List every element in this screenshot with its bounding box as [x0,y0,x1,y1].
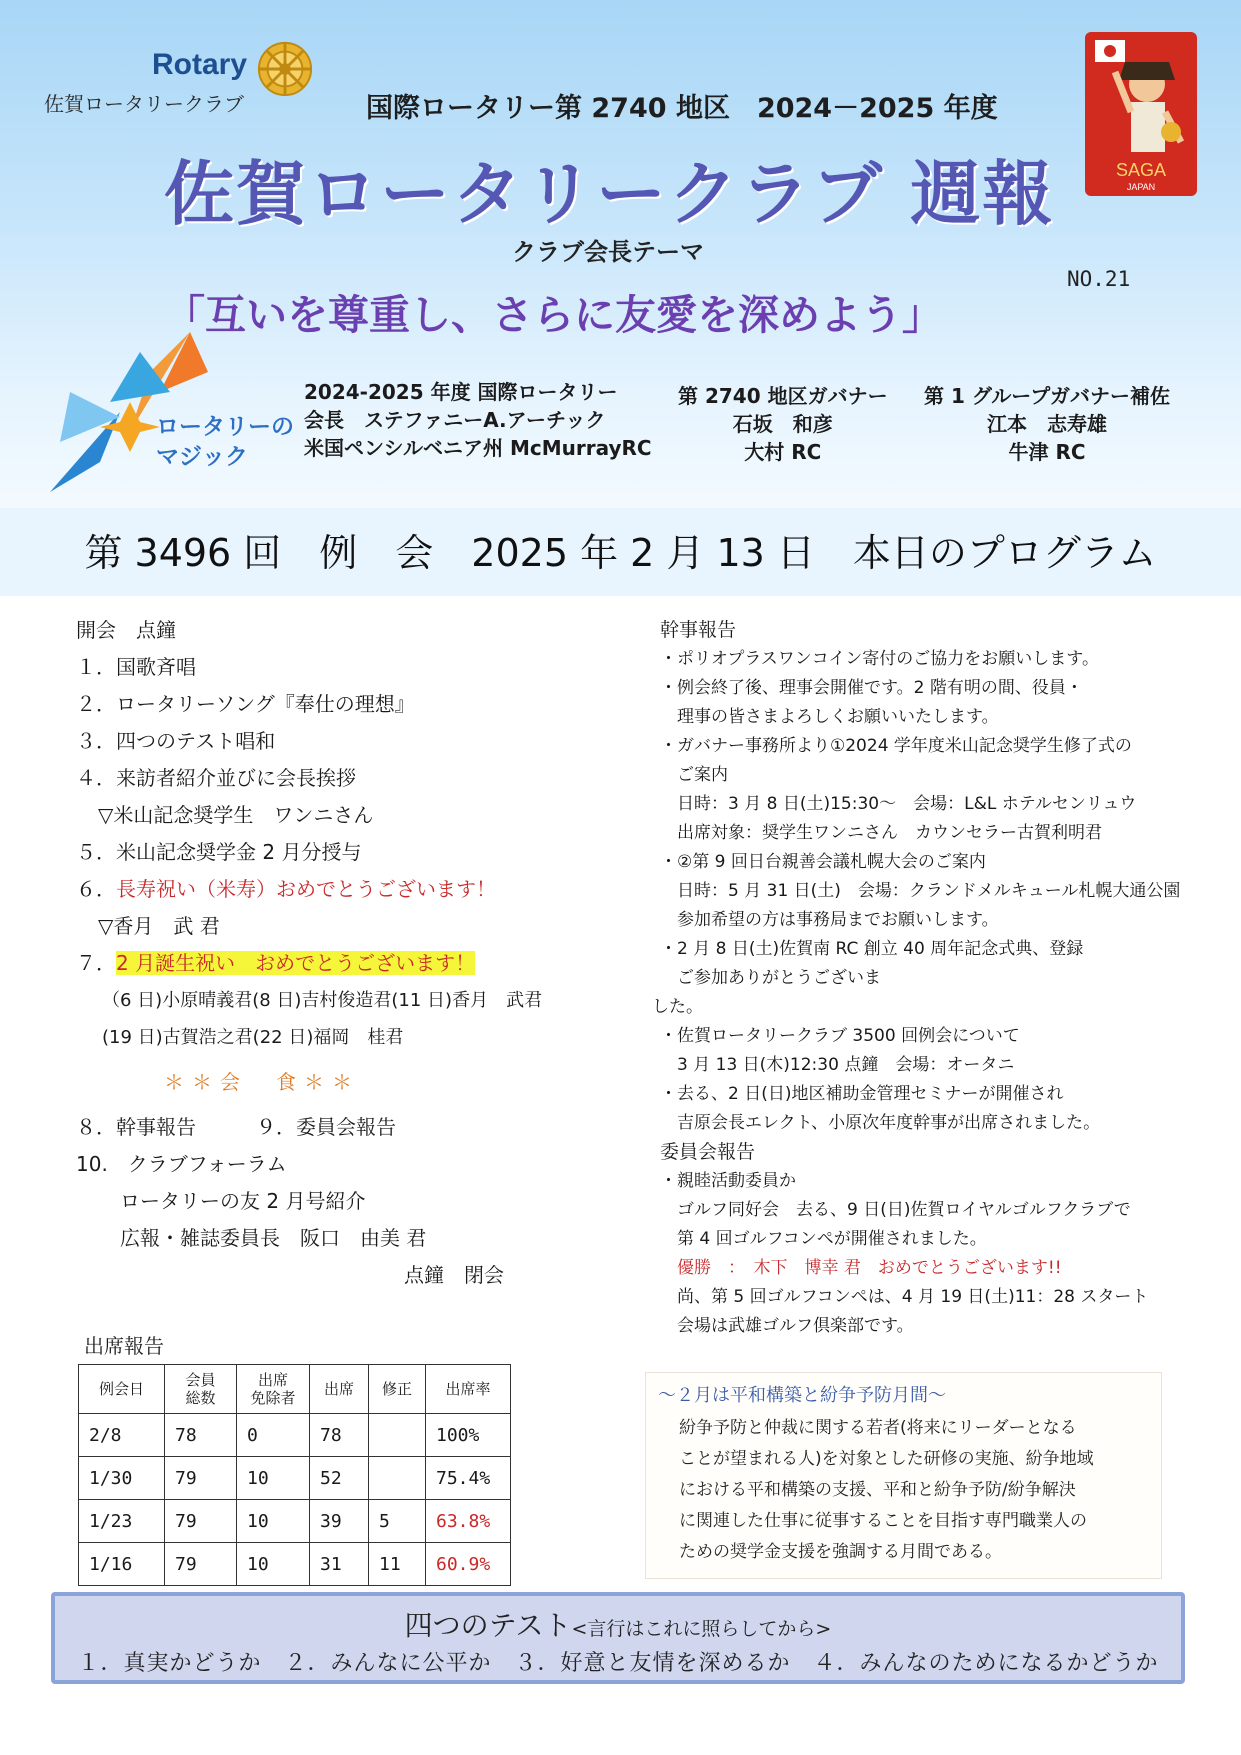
program-item-7 [76,945,636,982]
attendance-header-row [79,1365,511,1414]
secretary-line: ・ポリオプラスワンコイン寄付のご協力をお願いします。 [660,649,1099,669]
attendance-title: 出席報告 [84,1334,164,1358]
cell-date: 1/16 [79,1543,165,1586]
birthday-list-1: （6 日)小原晴義君(8 日)吉村俊造君(11 日)香月 武君 [102,990,543,1011]
peace-line: ことが望まれる人)を対象とした研修の実施、紛争地域 [679,1449,1094,1469]
longevity-celebration: 長寿祝い（米寿）おめでとうございます！ [116,877,496,901]
cell-members: 78 [165,1414,237,1457]
peace-month-body [679,1413,1094,1568]
cell-rate: 60.9% [426,1543,511,1586]
cell-corrected: 5 [369,1500,426,1543]
program-item-10-sub1: ロータリーの友 2 月号紹介 [120,1189,366,1213]
rotary-wordmark: Rotary [152,48,248,81]
table-row [79,1414,511,1457]
dg-line-3: 大村 RC [744,440,822,464]
program-item-5: ５．米山記念奨学金 2 月分授与 [76,840,362,864]
secretary-line: 理事の皆さまよろしくお願いいたします。 [660,707,999,727]
cell-rate: 75.4% [426,1457,511,1500]
cell-members: 79 [165,1500,237,1543]
cell-date: 1/23 [79,1500,165,1543]
cell-members: 79 [165,1457,237,1500]
reports-column [652,616,1220,1341]
program-item-10: 10. クラブフォーラム [76,1152,287,1176]
secretary-line: 3 月 13 日(木)12:30 点鐘 会場：オータニ [660,1055,1015,1075]
cell-present: 39 [310,1500,369,1543]
table-row [79,1457,511,1500]
magic-line-2: マジック [156,444,248,470]
dg-line-2: 石坂 和彦 [732,412,833,436]
cell-corrected [369,1414,426,1457]
secretary-line: ・去る、2 日(日)地区補助金管理セミナーが開催され [660,1084,1064,1104]
col-members: 会員 総数 [165,1365,237,1414]
cell-present: 52 [310,1457,369,1500]
committee-report-title: 委員会報告 [660,1141,756,1163]
program-item-4: ４．来訪者紹介並びに会長挨拶 [76,766,356,790]
cell-present: 78 [310,1414,369,1457]
peace-month-box [645,1372,1162,1579]
committee-line: 会場は武雄ゴルフ倶楽部です。 [660,1316,914,1336]
svg-text:SAGA: SAGA [1115,160,1167,180]
peace-month-title: ～２月は平和構築と紛争予防月間～ [658,1385,946,1406]
cell-present: 31 [310,1543,369,1586]
program-item-6 [76,871,636,908]
ri-line-3: 米国ペンシルベニア州 McMurrayRC [304,436,652,460]
secretary-line: ・佐賀ロータリークラブ 3500 回例会について [660,1026,1020,1046]
peace-line: に関連した仕事に従事することを目指す専門職業人の [679,1511,1087,1531]
ag-line-1: 第 1 グループガバナー補佐 [924,384,1171,408]
cell-rate: 100% [426,1414,511,1457]
secretary-line: 出席対象：奨学生ワンニさん カウンセラー古賀利明君 [660,823,1102,843]
table-row [79,1543,511,1586]
ag-line-2: 江本 志寿雄 [987,412,1108,436]
secretary-line: ・例会終了後、理事会開催です。2 階有明の間、役員・ [660,678,1083,698]
cell-corrected [369,1457,426,1500]
program-opening: 開会 点鐘 [76,618,176,642]
col-date: 例会日 [79,1365,165,1414]
magic-line-1: ロータリーの [156,414,294,440]
committee-line: ・親睦活動委員か [660,1171,796,1191]
committee-line: 第 4 回ゴルフコンペが開催されました。 [660,1229,987,1249]
program-title: 第 3496 回 例 会 2025 年 2 月 13 日 本日のプログラム [84,531,1157,575]
four-way-test-subtitle: <言行はこれに照らしてから> [571,1618,832,1640]
secretary-line: 吉原会長エレクト、小原次年度幹事が出席されました。 [660,1113,1101,1133]
secretary-line: ご案内 [660,765,728,785]
club-name-small: 佐賀ロータリークラブ [44,92,244,116]
golf-winner-line: 優勝 ： 木下 博幸 君 おめでとうございます!! [660,1258,1062,1278]
table-row [79,1500,511,1543]
theme-label: クラブ会長テーマ [512,238,704,266]
secretary-line: ・2 月 8 日(土)佐賀南 RC 創立 40 周年記念式典、登録 [660,939,1084,959]
cell-exempt: 10 [237,1543,310,1586]
saga-mascot-badge [1085,32,1197,196]
col-rate: 出席率 [426,1365,511,1414]
four-way-test-box [51,1592,1185,1684]
rotary-magic-text [156,412,294,472]
cell-date: 2/8 [79,1414,165,1457]
ag-line-3: 牛津 RC [1008,440,1086,464]
secretary-line: 参加希望の方は事務局までお願いします。 [660,910,999,930]
cell-members: 79 [165,1543,237,1586]
program-item-1: １．国歌斉唱 [76,655,196,679]
svg-text:JAPAN: JAPAN [1126,182,1156,192]
program-list [76,612,636,1294]
ri-president-block [304,378,652,462]
peace-line: 紛争予防と仲裁に関する若者(将来にリーダーとなる [679,1418,1077,1438]
cell-rate: 63.8% [426,1500,511,1543]
program-item-6-sub: ▽香月 武 君 [98,914,220,938]
birthday-list-2: (19 日)古賀浩之君(22 日)福岡 桂君 [102,1027,404,1048]
committee-line: ゴルフ同好会 去る、9 日(日)佐賀ロイヤルゴルフクラブで [660,1200,1131,1220]
secretary-line: 日時：5 月 31 日(土) 会場：クランドメルキュール札幌大通公園 [660,881,1181,901]
peace-line: における平和構築の支援、平和と紛争予防/紛争解決 [679,1480,1076,1500]
ri-line-1: 2024-2025 年度 国際ロータリー [304,380,618,404]
col-present: 出席 [310,1365,369,1414]
cell-corrected: 11 [369,1543,426,1586]
ri-line-2: 会長 ステファニーA.アーチック [304,408,606,432]
rotary-wheel-logo [256,40,314,98]
meal-break: ＊＊会 食＊＊ [164,1070,360,1094]
program-item-8-9: ８．幹事報告 ９．委員会報告 [76,1115,396,1139]
cell-exempt: 10 [237,1500,310,1543]
peace-line: ための奨学金支援を強調する月間である。 [679,1542,1002,1562]
cell-exempt: 10 [237,1457,310,1500]
program-item-2: ２．ロータリーソング『奉仕の理想』 [76,692,415,716]
attendance-table [78,1364,511,1586]
program-item-7-num: ７． [76,951,116,975]
program-item-10-sub2: 広報・雑誌委員長 阪口 由美 君 [120,1226,427,1250]
committee-line: 尚、第 5 回ゴルフコンペは、4 月 19 日(土)11：28 スタート [660,1287,1149,1307]
col-exempt: 出席 免除者 [237,1365,310,1414]
district-governor-block [678,382,888,466]
col-corrected: 修正 [369,1365,426,1414]
secretary-line: ご参加ありがとうございま [660,968,881,988]
secretary-line: ・ガバナー事務所より①2024 学年度米山記念奨学生修了式の [660,736,1132,756]
assistant-governor-block [924,382,1170,466]
secretary-report-title: 幹事報告 [660,619,737,641]
dg-line-1: 第 2740 地区ガバナー [678,384,888,408]
four-way-test-heading: 四つのテスト [404,1609,572,1642]
program-item-3: ３．四つのテスト唱和 [76,729,276,753]
program-item-6-num: ６． [76,877,116,901]
program-item-4-sub: ▽米山記念奨学生 ワンニさん [98,803,374,827]
cell-date: 1/30 [79,1457,165,1500]
program-closing: 点鐘 閉会 [404,1263,504,1287]
secretary-line: 日時：3 月 8 日(土)15:30～ 会場：L&L ホテルセンリュウ [660,794,1137,814]
district-year-line: 国際ロータリー第 2740 地区 2024－2025 年度 [366,93,998,124]
secretary-line: ・②第 9 回日台親善会議札幌大会のご案内 [660,852,986,872]
president-theme: 「互いを尊重し、さらに友愛を深めよう」 [164,291,943,339]
four-way-test-items: １．真実かどうか ２．みんなに公平か ３．好意と友情を深めるか ４．みんなのためになるかどうか [77,1651,1159,1676]
cell-exempt: 0 [237,1414,310,1457]
four-way-test-title [55,1604,1181,1644]
secretary-line: した。 [652,997,703,1017]
issue-number: NO.21 [1067,267,1131,291]
birthday-celebration: 2 月誕生祝い おめでとうございます！ [116,951,476,975]
newsletter-title: 佐賀ロータリークラブ 週報 [164,153,1055,235]
